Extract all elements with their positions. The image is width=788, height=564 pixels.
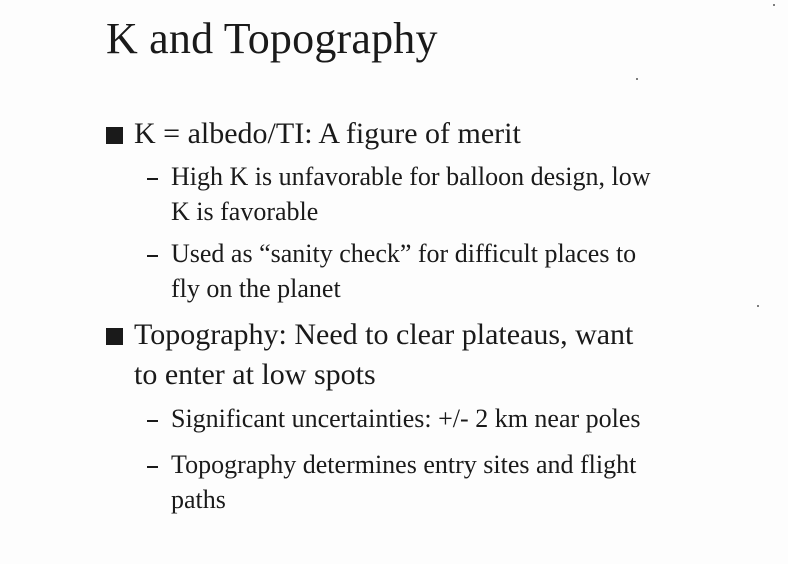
sub-bullet-line: K is favorable	[171, 197, 319, 226]
sub-bullet-line: Used as “sanity check” for difficult places to	[171, 239, 637, 268]
sub-bullet-line: fly on the planet	[171, 274, 341, 303]
bullet-text	[134, 315, 714, 395]
sub-bullet-line: paths	[171, 485, 226, 514]
bullet-text: K = albedo/TI: A figure of merit	[134, 117, 521, 150]
sub-bullet-text	[171, 447, 636, 517]
bullet-line: to enter at low spots	[134, 358, 376, 391]
sub-bullet-line: High K is unfavorable for balloon design, low	[171, 162, 651, 191]
slide-title: K and Topography	[106, 14, 438, 63]
bullet-line: Topography: Need to clear plateaus, want	[134, 318, 634, 351]
sub-bullet-text	[171, 236, 636, 306]
scan-speck	[757, 305, 759, 307]
dash-bullet-icon	[147, 466, 158, 468]
scan-speck	[636, 78, 638, 80]
sub-bullet-text	[171, 159, 650, 229]
dash-bullet-icon	[147, 420, 158, 422]
scan-speck	[773, 4, 775, 6]
dash-bullet-icon	[147, 255, 158, 257]
sub-bullet-line: Topography determines entry sites and flight	[171, 450, 637, 479]
dash-bullet-icon	[147, 178, 158, 180]
sub-bullet-line: Significant uncertainties: +/- 2 km near poles	[171, 404, 641, 433]
square-bullet-icon	[106, 127, 123, 144]
sub-bullet-text	[171, 401, 641, 436]
square-bullet-icon	[106, 328, 123, 345]
